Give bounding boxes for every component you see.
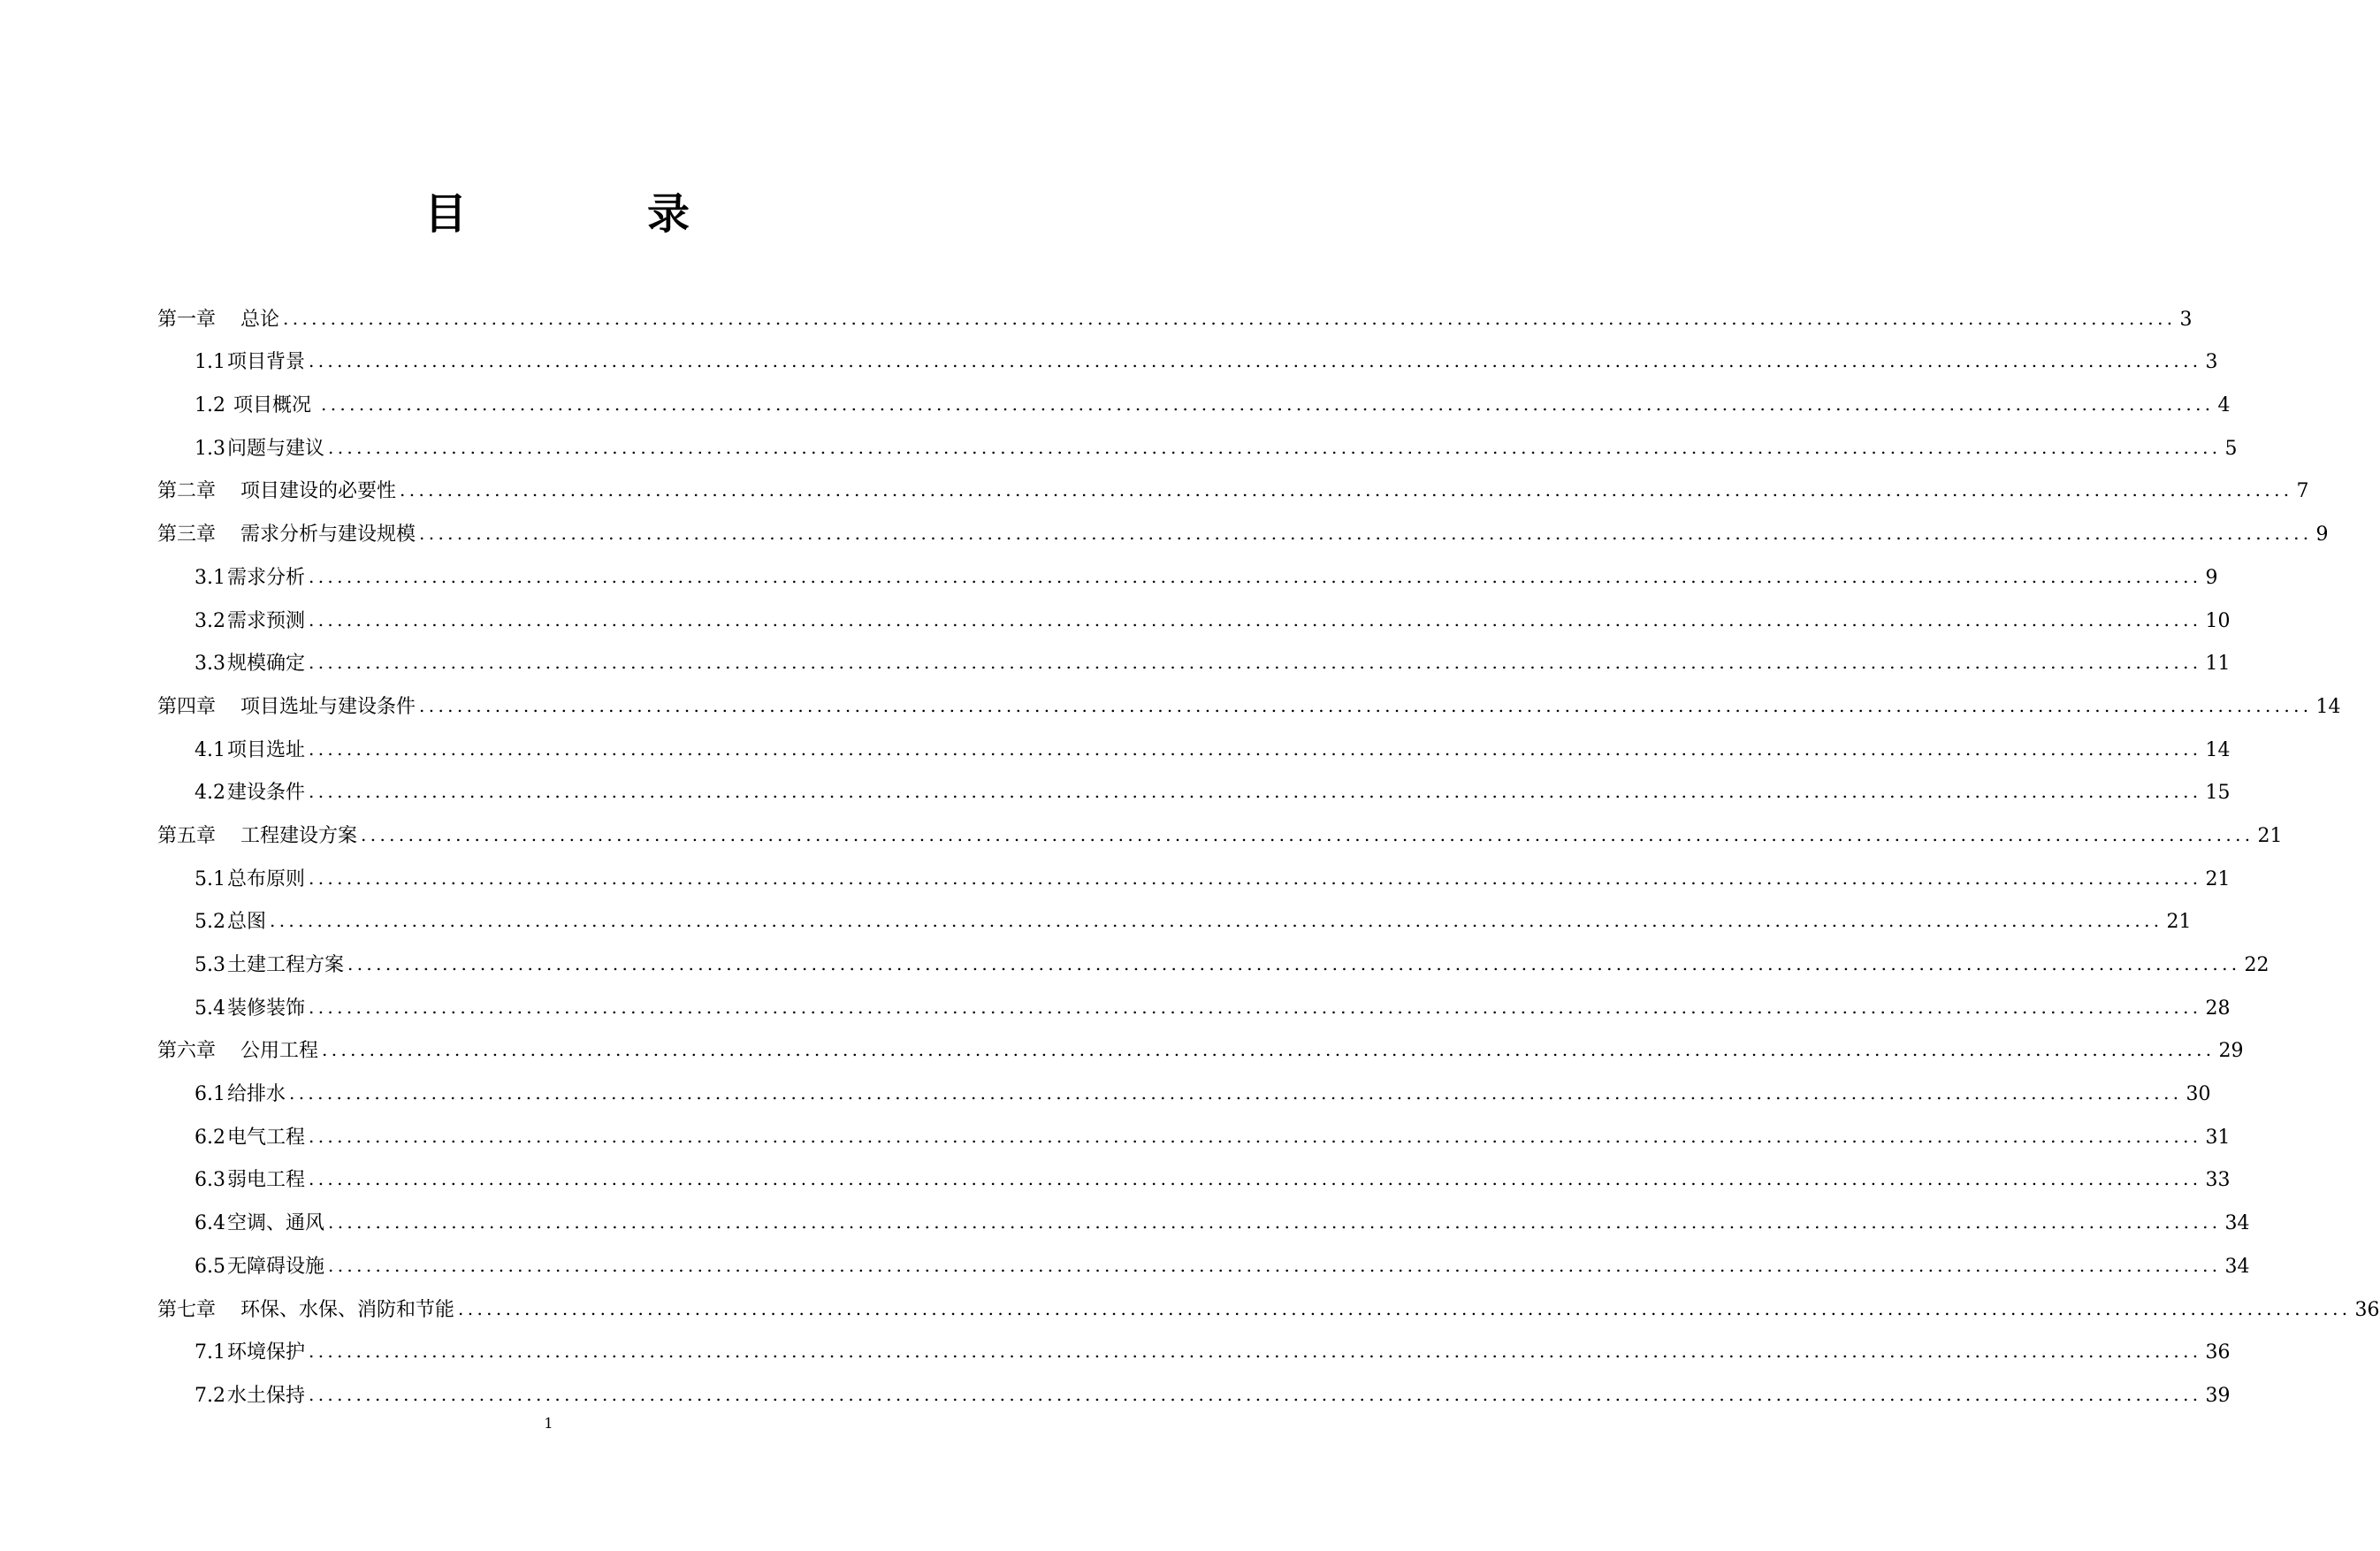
toc-section-entry[interactable] (157, 421, 2238, 464)
toc-entry-number: 4.2 (195, 782, 225, 805)
toc-page-number: 31 (2205, 1126, 2231, 1149)
toc-dot-leader: ........................................................................................................................................................................................................ (309, 737, 2202, 760)
toc-page-number: 36 (2205, 1341, 2231, 1364)
toc-entry-number: 第二章 (157, 480, 217, 503)
toc-dot-leader: ........................................................................................................................................................................................................ (321, 393, 2215, 416)
footer-page-number: 1 (544, 1415, 553, 1432)
toc-dot-leader: ........................................................................................................................................................................................................ (309, 350, 2202, 372)
toc-entry-title: 项目概况 (227, 394, 317, 417)
toc-entry-number: 6.3 (195, 1169, 225, 1192)
toc-entry-title: 总布原则 (227, 867, 306, 890)
toc-dot-leader: ........................................................................................................................................................................................................ (419, 523, 2313, 545)
toc-entry-number: 1.3 (195, 437, 225, 460)
toc-entry-title: 需求预测 (227, 609, 306, 632)
toc-dot-leader: ........................................................................................................................................................................................................ (309, 652, 2202, 674)
toc-section-entry[interactable] (157, 1326, 2231, 1369)
toc-entry-number: 第七章 (157, 1298, 217, 1321)
toc-entry-title: 工程建设方案 (240, 824, 358, 847)
toc-dot-leader: ........................................................................................................................................................................................................ (361, 823, 2254, 845)
toc-page-number: 30 (2185, 1083, 2211, 1106)
toc-dot-leader: ........................................................................................................................................................................................................ (309, 867, 2202, 889)
toc-dot-leader: ........................................................................................................................................................................................................ (309, 1383, 2202, 1405)
toc-dot-leader: ........................................................................................................................................................................................................ (458, 1297, 2352, 1319)
toc-entry-number: 3.2 (195, 609, 225, 632)
title-char-1: 目 (424, 189, 468, 239)
toc-page-number: 39 (2205, 1384, 2231, 1407)
toc-page-number: 28 (2205, 997, 2231, 1020)
toc-page-number: 7 (2296, 480, 2309, 503)
toc-section-entry[interactable] (157, 766, 2231, 809)
toc-entry-number: 6.4 (195, 1212, 225, 1235)
toc-section-entry[interactable] (157, 981, 2231, 1024)
toc-entry-number: 5.3 (195, 954, 225, 976)
toc-section-entry[interactable] (157, 1196, 2250, 1239)
toc-entry-title: 项目选址 (227, 738, 306, 761)
toc-page-number: 34 (2224, 1212, 2250, 1235)
toc-dot-leader: ........................................................................................................................................................................................................ (309, 781, 2202, 803)
toc-section-entry[interactable] (157, 593, 2231, 637)
toc-dot-leader: ........................................................................................................................................................................................................ (328, 1254, 2222, 1276)
toc-entry-title: 项目背景 (227, 351, 306, 374)
toc-entry-title: 空调、通风 (227, 1212, 325, 1235)
toc-page-number: 14 (2315, 695, 2341, 718)
toc-entry-title: 需求分析 (227, 566, 306, 589)
toc-dot-leader: ........................................................................................................................................................................................................ (309, 1341, 2202, 1363)
toc-section-entry[interactable] (157, 937, 2269, 981)
toc-entry-title: 环境保护 (227, 1341, 306, 1364)
toc-page-number: 5 (2224, 437, 2238, 460)
toc-entry-number: 5.1 (195, 867, 225, 890)
toc-chapter-entry[interactable] (157, 507, 2329, 550)
toc-page-number: 21 (2205, 867, 2231, 890)
toc-page-number: 36 (2354, 1298, 2380, 1321)
toc-entry-title: 水土保持 (227, 1384, 306, 1407)
toc-dot-leader: ........................................................................................................................................................................................................ (289, 1082, 2183, 1104)
toc-entry-number: 5.2 (195, 911, 225, 934)
toc-page-number: 21 (2257, 824, 2283, 847)
toc-section-entry[interactable] (157, 378, 2231, 421)
toc-entry-number: 6.5 (195, 1255, 225, 1278)
toc-dot-leader: ........................................................................................................................................................................................................ (309, 1168, 2202, 1190)
toc-dot-leader: ........................................................................................................................................................................................................ (419, 694, 2313, 716)
toc-entry-title: 给排水 (227, 1083, 286, 1106)
toc-chapter-entry[interactable] (157, 464, 2309, 508)
toc-entry-title: 总论 (240, 308, 280, 331)
title-char-2: 录 (646, 189, 690, 239)
toc-section-entry[interactable] (157, 1153, 2231, 1196)
toc-dot-leader: ........................................................................................................................................................................................................ (309, 608, 2202, 630)
toc-entry-title: 需求分析与建设规模 (240, 523, 416, 546)
toc-entry-title: 电气工程 (227, 1126, 306, 1149)
toc-page-number: 34 (2224, 1255, 2250, 1278)
toc-entry-title: 项目建设的必要性 (240, 480, 397, 503)
toc-dot-leader: ........................................................................................................................................................................................................ (400, 479, 2293, 501)
toc-entry-title: 无障碍设施 (227, 1255, 325, 1278)
toc-entry-title: 建设条件 (227, 782, 306, 805)
toc-dot-leader: ........................................................................................................................................................................................................ (283, 307, 2177, 329)
toc-dot-leader: ........................................................................................................................................................................................................ (309, 1125, 2202, 1147)
toc-entry-number: 5.4 (195, 997, 225, 1020)
toc-section-entry[interactable] (157, 1066, 2211, 1110)
toc-entry-title: 规模确定 (227, 653, 306, 676)
toc-chapter-entry[interactable] (157, 679, 2341, 722)
toc-entry-number: 1.2 (195, 394, 225, 417)
toc-entry-number: 第五章 (157, 824, 217, 847)
toc-chapter-entry[interactable] (157, 808, 2283, 852)
toc-dot-leader: ........................................................................................................................................................................................................ (328, 436, 2222, 458)
toc-section-entry[interactable] (157, 550, 2218, 593)
toc-section-entry[interactable] (157, 1110, 2231, 1153)
toc-section-entry[interactable] (157, 895, 2192, 938)
toc-entry-number: 第一章 (157, 308, 217, 331)
toc-chapter-entry[interactable] (157, 292, 2193, 335)
toc-chapter-entry[interactable] (157, 1282, 2380, 1326)
toc-dot-leader: ........................................................................................................................................................................................................ (309, 565, 2202, 587)
toc-section-entry[interactable] (157, 1368, 2231, 1411)
toc-entry-number: 第六章 (157, 1040, 217, 1063)
toc-entry-title: 公用工程 (240, 1040, 319, 1063)
toc-entry-number: 7.1 (195, 1341, 225, 1364)
toc-dot-leader: ........................................................................................................................................................................................................ (347, 953, 2241, 974)
toc-page-number: 4 (2217, 394, 2231, 417)
toc-page-number: 9 (2315, 523, 2329, 546)
table-of-contents (157, 292, 2380, 1411)
toc-page-number: 33 (2205, 1169, 2231, 1192)
toc-dot-leader: ........................................................................................................................................................................................................ (309, 996, 2202, 1018)
toc-entry-title: 问题与建议 (227, 437, 325, 460)
toc-dot-leader: ........................................................................................................................................................................................................ (322, 1039, 2216, 1061)
toc-entry-title: 环保、水保、消防和节能 (240, 1298, 455, 1321)
toc-section-entry[interactable] (157, 852, 2231, 895)
toc-entry-title: 总图 (227, 911, 267, 934)
toc-section-entry[interactable] (157, 335, 2218, 378)
toc-section-entry[interactable] (157, 722, 2231, 766)
toc-page-number: 14 (2205, 738, 2231, 761)
toc-entry-number: 3.3 (195, 653, 225, 676)
page-title (424, 187, 690, 241)
toc-section-entry[interactable] (157, 637, 2231, 680)
toc-dot-leader: ........................................................................................................................................................................................................ (328, 1211, 2222, 1234)
toc-page-number: 3 (2179, 308, 2193, 331)
toc-section-entry[interactable] (157, 1239, 2250, 1282)
toc-entry-number: 1.1 (195, 351, 225, 374)
toc-entry-number: 6.2 (195, 1126, 225, 1149)
toc-entry-title: 弱电工程 (227, 1169, 306, 1192)
toc-entry-title: 项目选址与建设条件 (240, 695, 416, 718)
toc-page-number: 9 (2205, 566, 2218, 589)
toc-entry-number: 4.1 (195, 738, 225, 761)
toc-chapter-entry[interactable] (157, 1024, 2244, 1067)
toc-entry-title: 土建工程方案 (227, 954, 345, 976)
toc-entry-title: 装修装饰 (227, 997, 306, 1020)
toc-entry-number: 7.2 (195, 1384, 225, 1407)
toc-page-number: 11 (2205, 653, 2231, 676)
toc-entry-number: 第四章 (157, 695, 217, 718)
toc-page-number: 3 (2205, 351, 2218, 374)
toc-page-number: 29 (2218, 1040, 2244, 1063)
toc-entry-number: 3.1 (195, 566, 225, 589)
toc-page-number: 10 (2205, 609, 2231, 632)
toc-entry-number: 6.1 (195, 1083, 225, 1106)
toc-page-number: 15 (2205, 782, 2231, 805)
toc-page-number: 21 (2166, 911, 2192, 934)
toc-page-number: 22 (2244, 954, 2269, 976)
toc-entry-number: 第三章 (157, 523, 217, 546)
toc-dot-leader: ........................................................................................................................................................................................................ (270, 910, 2163, 932)
